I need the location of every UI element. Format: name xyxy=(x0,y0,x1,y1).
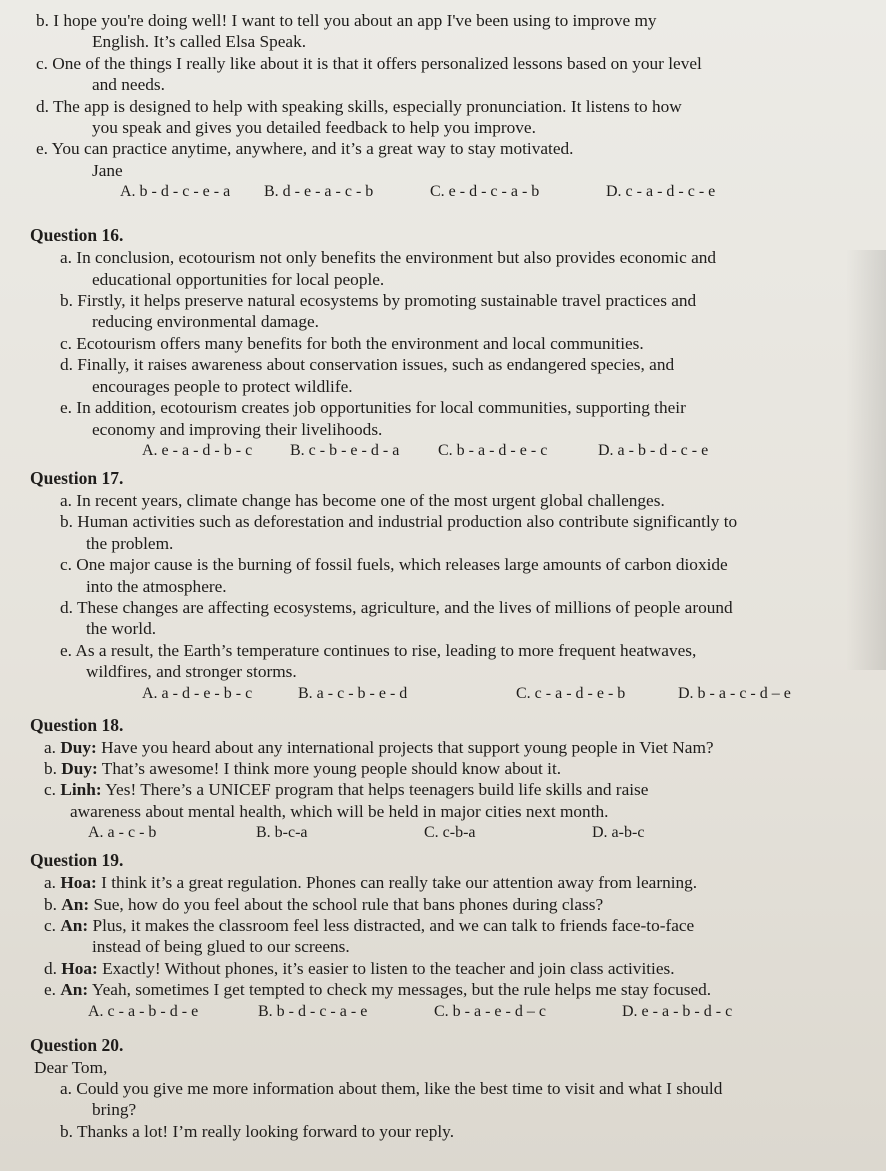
sentence-d-cont: encourages people to protect wildlife. xyxy=(92,376,353,396)
speaker: Duy: xyxy=(60,737,97,757)
sentence-d: d. These changes are affecting ecosystems, agriculture, and the lives of millions of people around xyxy=(60,597,733,617)
sentence-a-cont: bring? xyxy=(92,1100,137,1120)
sentence-c-cont: into the atmosphere. xyxy=(86,576,227,596)
sentence-d-cont: you speak and gives you detailed feedback to help you improve. xyxy=(92,118,536,138)
sentence-b: b. I hope you're doing well! I want to tell you about an app I've been using to improve my xyxy=(36,11,657,30)
sentence-b: b. Thanks a lot! I’m really looking forward to your reply. xyxy=(60,1121,455,1141)
line-text: Exactly! Without phones, it’s easier to listen to the teacher and join class activities. xyxy=(97,958,675,978)
sentence-a-cont: educational opportunities for local people. xyxy=(92,269,385,289)
answer-options xyxy=(30,181,862,203)
sentence-a: a. In conclusion, ecotourism not only benefits the environment but also provides economic and xyxy=(60,248,717,268)
question-title: Question 19. xyxy=(30,850,124,871)
dialogue-e: e. An: Yeah, sometimes I get tempted to check my messages, but the rule helps me stay focused. xyxy=(44,980,712,1000)
option-a[interactable]: A. b - d - c - e - a xyxy=(120,183,231,201)
option-a[interactable]: A. a - c - b xyxy=(88,824,157,842)
dialogue-a: a. Hoa: I think it’s a great regulation. Phones can really take our attention away from learning. xyxy=(44,873,698,893)
line-text: Yes! There’s a UNICEF program that helps teenagers build life skills and raise xyxy=(101,780,649,800)
dialogue-a: a. Duy: Have you heard about any international projects that support young people in Viet Nam? xyxy=(44,737,714,757)
option-b[interactable]: B. d - e - a - c - b xyxy=(264,183,374,201)
sentence-c: c. Ecotourism offers many benefits for both the environment and local communities. xyxy=(60,333,644,353)
sentence-e: e. As a result, the Earth’s temperature continues to rise, leading to more frequent heatwaves, xyxy=(60,640,697,660)
question-19 xyxy=(30,848,862,1022)
line-text: Sue, how do you feel about the school rule that bans phones during class? xyxy=(89,894,604,914)
question-title: Question 17. xyxy=(30,467,124,488)
line-text: Yeah, sometimes I get tempted to check my messages, but the rule helps me stay focused. xyxy=(88,980,712,1000)
dialogue-c-cont: instead of being glued to our screens. xyxy=(92,937,350,957)
option-a[interactable]: A. e - a - d - b - c xyxy=(142,441,253,459)
question-title: Question 16. xyxy=(30,225,124,246)
dialogue-d: d. Hoa: Exactly! Without phones, it’s easier to listen to the teacher and join class activities. xyxy=(44,958,675,978)
question-16 xyxy=(30,223,862,462)
sentence-a: a. Could you give me more information about them, like the best time to visit and what I should xyxy=(60,1079,723,1099)
option-c[interactable]: C. b - a - e - d – c xyxy=(434,1002,546,1020)
speaker: An: xyxy=(60,916,89,935)
sentence-c: c. One major cause is the burning of fossil fuels, which releases large amounts of carbon dioxide xyxy=(60,555,728,575)
option-a[interactable]: A. c - a - b - d - e xyxy=(88,1002,199,1020)
sentence-c: c. One of the things I really like about it is that it offers personalized lessons based on your level xyxy=(36,53,702,73)
option-b[interactable]: B. b - d - c - a - e xyxy=(258,1002,368,1020)
answer-options xyxy=(30,440,862,462)
option-d[interactable]: D. a - b - d - c - e xyxy=(598,441,709,459)
speaker: Linh: xyxy=(60,780,102,800)
speaker: Duy: xyxy=(61,758,98,778)
sentence-b: b. Firstly, it helps preserve natural ecosystems by promoting sustainable travel practices and xyxy=(60,291,697,311)
dialogue-c: c. Linh: Yes! There’s a UNICEF program that helps teenagers build life skills and raise xyxy=(44,780,649,800)
greeting: Dear Tom, xyxy=(34,1057,108,1077)
option-b[interactable]: B. b-c-a xyxy=(256,824,308,842)
sentence-a: a. In recent years, climate change has become one of the most urgent global challenges. xyxy=(60,490,665,510)
option-c[interactable]: C. c - a - d - e - b xyxy=(516,684,626,702)
line-text: Have you heard about any international projects that support young people in Viet Nam? xyxy=(96,737,714,757)
option-d[interactable]: D. a-b-c xyxy=(592,824,645,842)
sentence-d-cont: the world. xyxy=(86,619,157,639)
answer-options xyxy=(30,683,862,705)
dialogue-b: b. An: Sue, how do you feel about the school rule that bans phones during class? xyxy=(44,894,604,914)
line-text: That’s awesome! I think more young people should know about it. xyxy=(97,758,562,778)
answer-options xyxy=(30,822,862,844)
question-title: Question 18. xyxy=(30,714,124,735)
question-17 xyxy=(30,466,862,705)
question-20 xyxy=(30,1033,862,1143)
line-text: I think it’s a great regulation. Phones can really take our attention away from learning. xyxy=(96,873,698,893)
option-c[interactable]: C. c-b-a xyxy=(424,824,476,842)
option-c[interactable]: C. b - a - d - e - c xyxy=(438,441,548,459)
question-18 xyxy=(30,713,862,845)
line-text: Plus, it makes the classroom feel less distracted, and we can talk to friends face-to-face xyxy=(88,916,695,935)
speaker: Hoa: xyxy=(61,958,98,978)
sentence-d: d. The app is designed to help with speaking skills, especially pronunciation. It listens to how xyxy=(36,96,682,116)
sentence-e-cont: economy and improving their livelihoods. xyxy=(92,419,383,439)
sentence-e-cont: wildfires, and stronger storms. xyxy=(86,662,297,682)
option-a[interactable]: A. a - d - e - b - c xyxy=(142,684,253,702)
option-b[interactable]: B. c - b - e - d - a xyxy=(290,441,400,459)
speaker: An: xyxy=(61,894,90,914)
sentence-b: b. Human activities such as deforestation and industrial production also contribute significantly to xyxy=(60,512,738,532)
previous-question xyxy=(30,10,862,203)
speaker: An: xyxy=(60,980,89,1000)
sentence-b-cont: English. It’s called Elsa Speak. xyxy=(92,32,307,52)
option-b[interactable]: B. a - c - b - e - d xyxy=(298,684,408,702)
sentence-e: e. You can practice anytime, anywhere, and it’s a great way to stay motivated. xyxy=(36,139,574,159)
dialogue-c-cont: awareness about mental health, which will be held in major cities next month. xyxy=(70,801,609,821)
option-d[interactable]: D. e - a - b - d - c xyxy=(622,1002,733,1020)
dialogue-c: c. An: Plus, it makes the classroom feel less distracted, and we can talk to friends face-to-face xyxy=(44,916,695,935)
answer-options xyxy=(30,1001,862,1023)
sentence-e: e. In addition, ecotourism creates job opportunities for local communities, supporting their xyxy=(60,398,686,418)
sentence-d: d. Finally, it raises awareness about conservation issues, such as endangered species, and xyxy=(60,355,675,375)
option-c[interactable]: C. e - d - c - a - b xyxy=(430,183,540,201)
sentence-b-cont: reducing environmental damage. xyxy=(92,312,319,332)
speaker: Hoa: xyxy=(60,873,97,893)
dialogue-b: b. Duy: That’s awesome! I think more young people should know about it. xyxy=(44,758,562,778)
sentence-c-cont: and needs. xyxy=(92,75,165,95)
sentence-b-cont: the problem. xyxy=(86,533,174,553)
question-title: Question 20. xyxy=(30,1034,124,1055)
option-d[interactable]: D. c - a - d - c - e xyxy=(606,183,716,201)
option-d[interactable]: D. b - a - c - d – e xyxy=(678,684,791,702)
signature: Jane xyxy=(92,160,123,180)
